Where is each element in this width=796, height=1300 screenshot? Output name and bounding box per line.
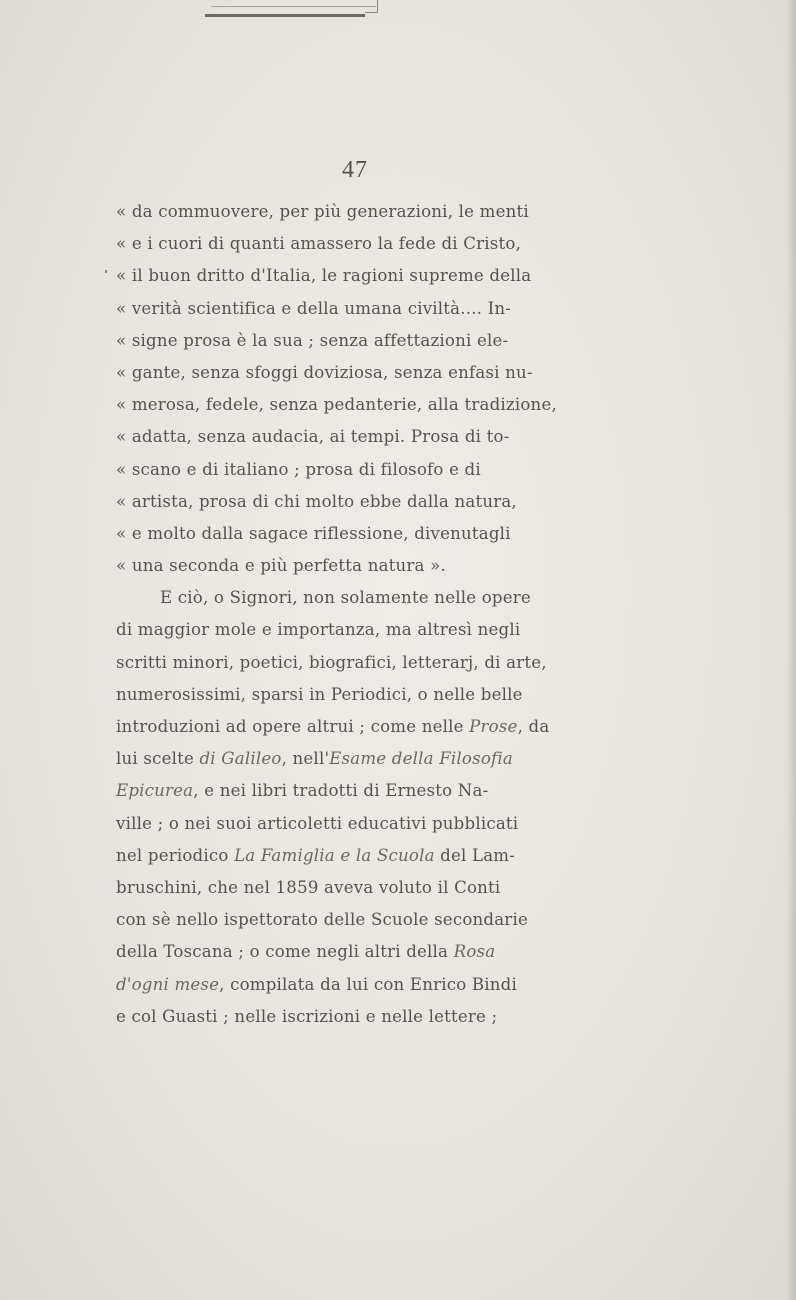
text-run: « verità scientifica e della umana civiltà.... In- [116,298,512,318]
text-run: « il buon dritto d'Italia, le ragioni supreme della [116,266,532,286]
text-run: « e i cuori di quanti amassero la fede di Cristo, [116,234,522,254]
page-number: 47 [342,157,368,183]
text-line [116,647,596,679]
text-run: « adatta, senza audacia, ai tempi. Prosa di to- [116,427,510,447]
text-line [116,228,596,260]
italic-title-text: Esame della Filosofia [329,749,513,769]
text-line [116,260,596,292]
text-run: « da commuovere, per più generazioni, le menti [116,202,529,221]
text-run: « merosa, fedele, senza pedanterie, alla tradizione, [116,395,557,415]
text-line [116,969,596,1001]
text-line [116,389,596,421]
body-text [116,196,596,1033]
text-run: « artista, prosa di chi molto ebbe dalla natura, [116,491,517,511]
text-run: del Lam- [434,845,516,865]
text-run: e col Guasti ; nelle iscrizioni e nelle lettere ; [116,1006,498,1026]
page-edge-shadow [786,0,796,1300]
text-run: bruschini, che nel 1859 aveva voluto il Conti [116,877,501,897]
italic-title-text: Epicurea [116,781,194,801]
text-run: , nell' [281,749,330,769]
text-line [116,711,596,743]
italic-title-text: Prose [469,717,518,736]
text-line [116,1001,596,1033]
ink-speck [105,270,107,273]
text-run: lui scelte [116,749,200,769]
torn-paper-strip [205,0,377,20]
text-line [116,518,596,550]
text-line [116,357,596,389]
text-run: numerosissimi, sparsi in Periodici, o nelle belle [116,684,523,704]
text-run: nel periodico [116,845,235,865]
text-run: di maggior mole e importanza, ma altresì negli [116,620,521,640]
italic-title-text: Rosa [453,942,496,962]
text-run: E ciò, o Signori, non solamente nelle opere [160,588,531,608]
text-line [116,840,596,872]
text-line [116,293,596,325]
text-run: « una seconda e più perfetta natura ». [116,556,446,576]
text-run: « scano e di italiano ; prosa di filosofo e di [116,459,481,479]
text-line [116,454,596,486]
text-line [116,904,596,936]
paper-fold-corner [365,0,378,13]
italic-title-text: di Galileo [199,749,282,769]
text-run: « gante, senza sfoggi doviziosa, senza enfasi nu- [116,362,533,382]
italic-title-text: d'ogni mese [116,974,220,994]
text-run: introduzioni ad opere altrui ; come nelle [116,717,470,736]
text-run: della Toscana ; o come negli altri della [116,942,454,962]
text-run: con sè nello ispettorato delle Scuole secondarie [116,910,528,930]
text-line [116,872,596,904]
text-line [116,486,596,518]
text-line [116,775,596,807]
paper-edge-bar [205,14,365,17]
text-run: scritti minori, poetici, biografici, letterarj, di arte, [116,652,547,672]
text-run: ville ; o nei suoi articoletti educativi pubblicati [116,813,519,833]
text-line [116,808,596,840]
text-line [116,936,596,968]
text-line [116,679,596,711]
text-line [116,614,596,646]
text-line [116,421,596,453]
text-run: , e nei libri tradotti di Ernesto Na- [193,781,489,801]
text-line [116,325,596,357]
text-run: « e molto dalla sagace riflessione, divenutagli [116,523,511,543]
text-run: , compilata da lui con Enrico Bindi [219,974,518,994]
italic-title-text: La Famiglia e la Scuola [234,845,435,865]
paper-edge-line [211,6,376,7]
text-line [116,550,596,582]
text-run: , da [517,717,550,736]
text-line [116,743,596,775]
text-run: « signe prosa è la sua ; senza affettazioni ele- [116,330,509,350]
text-line [116,582,596,614]
text-line [116,196,596,228]
